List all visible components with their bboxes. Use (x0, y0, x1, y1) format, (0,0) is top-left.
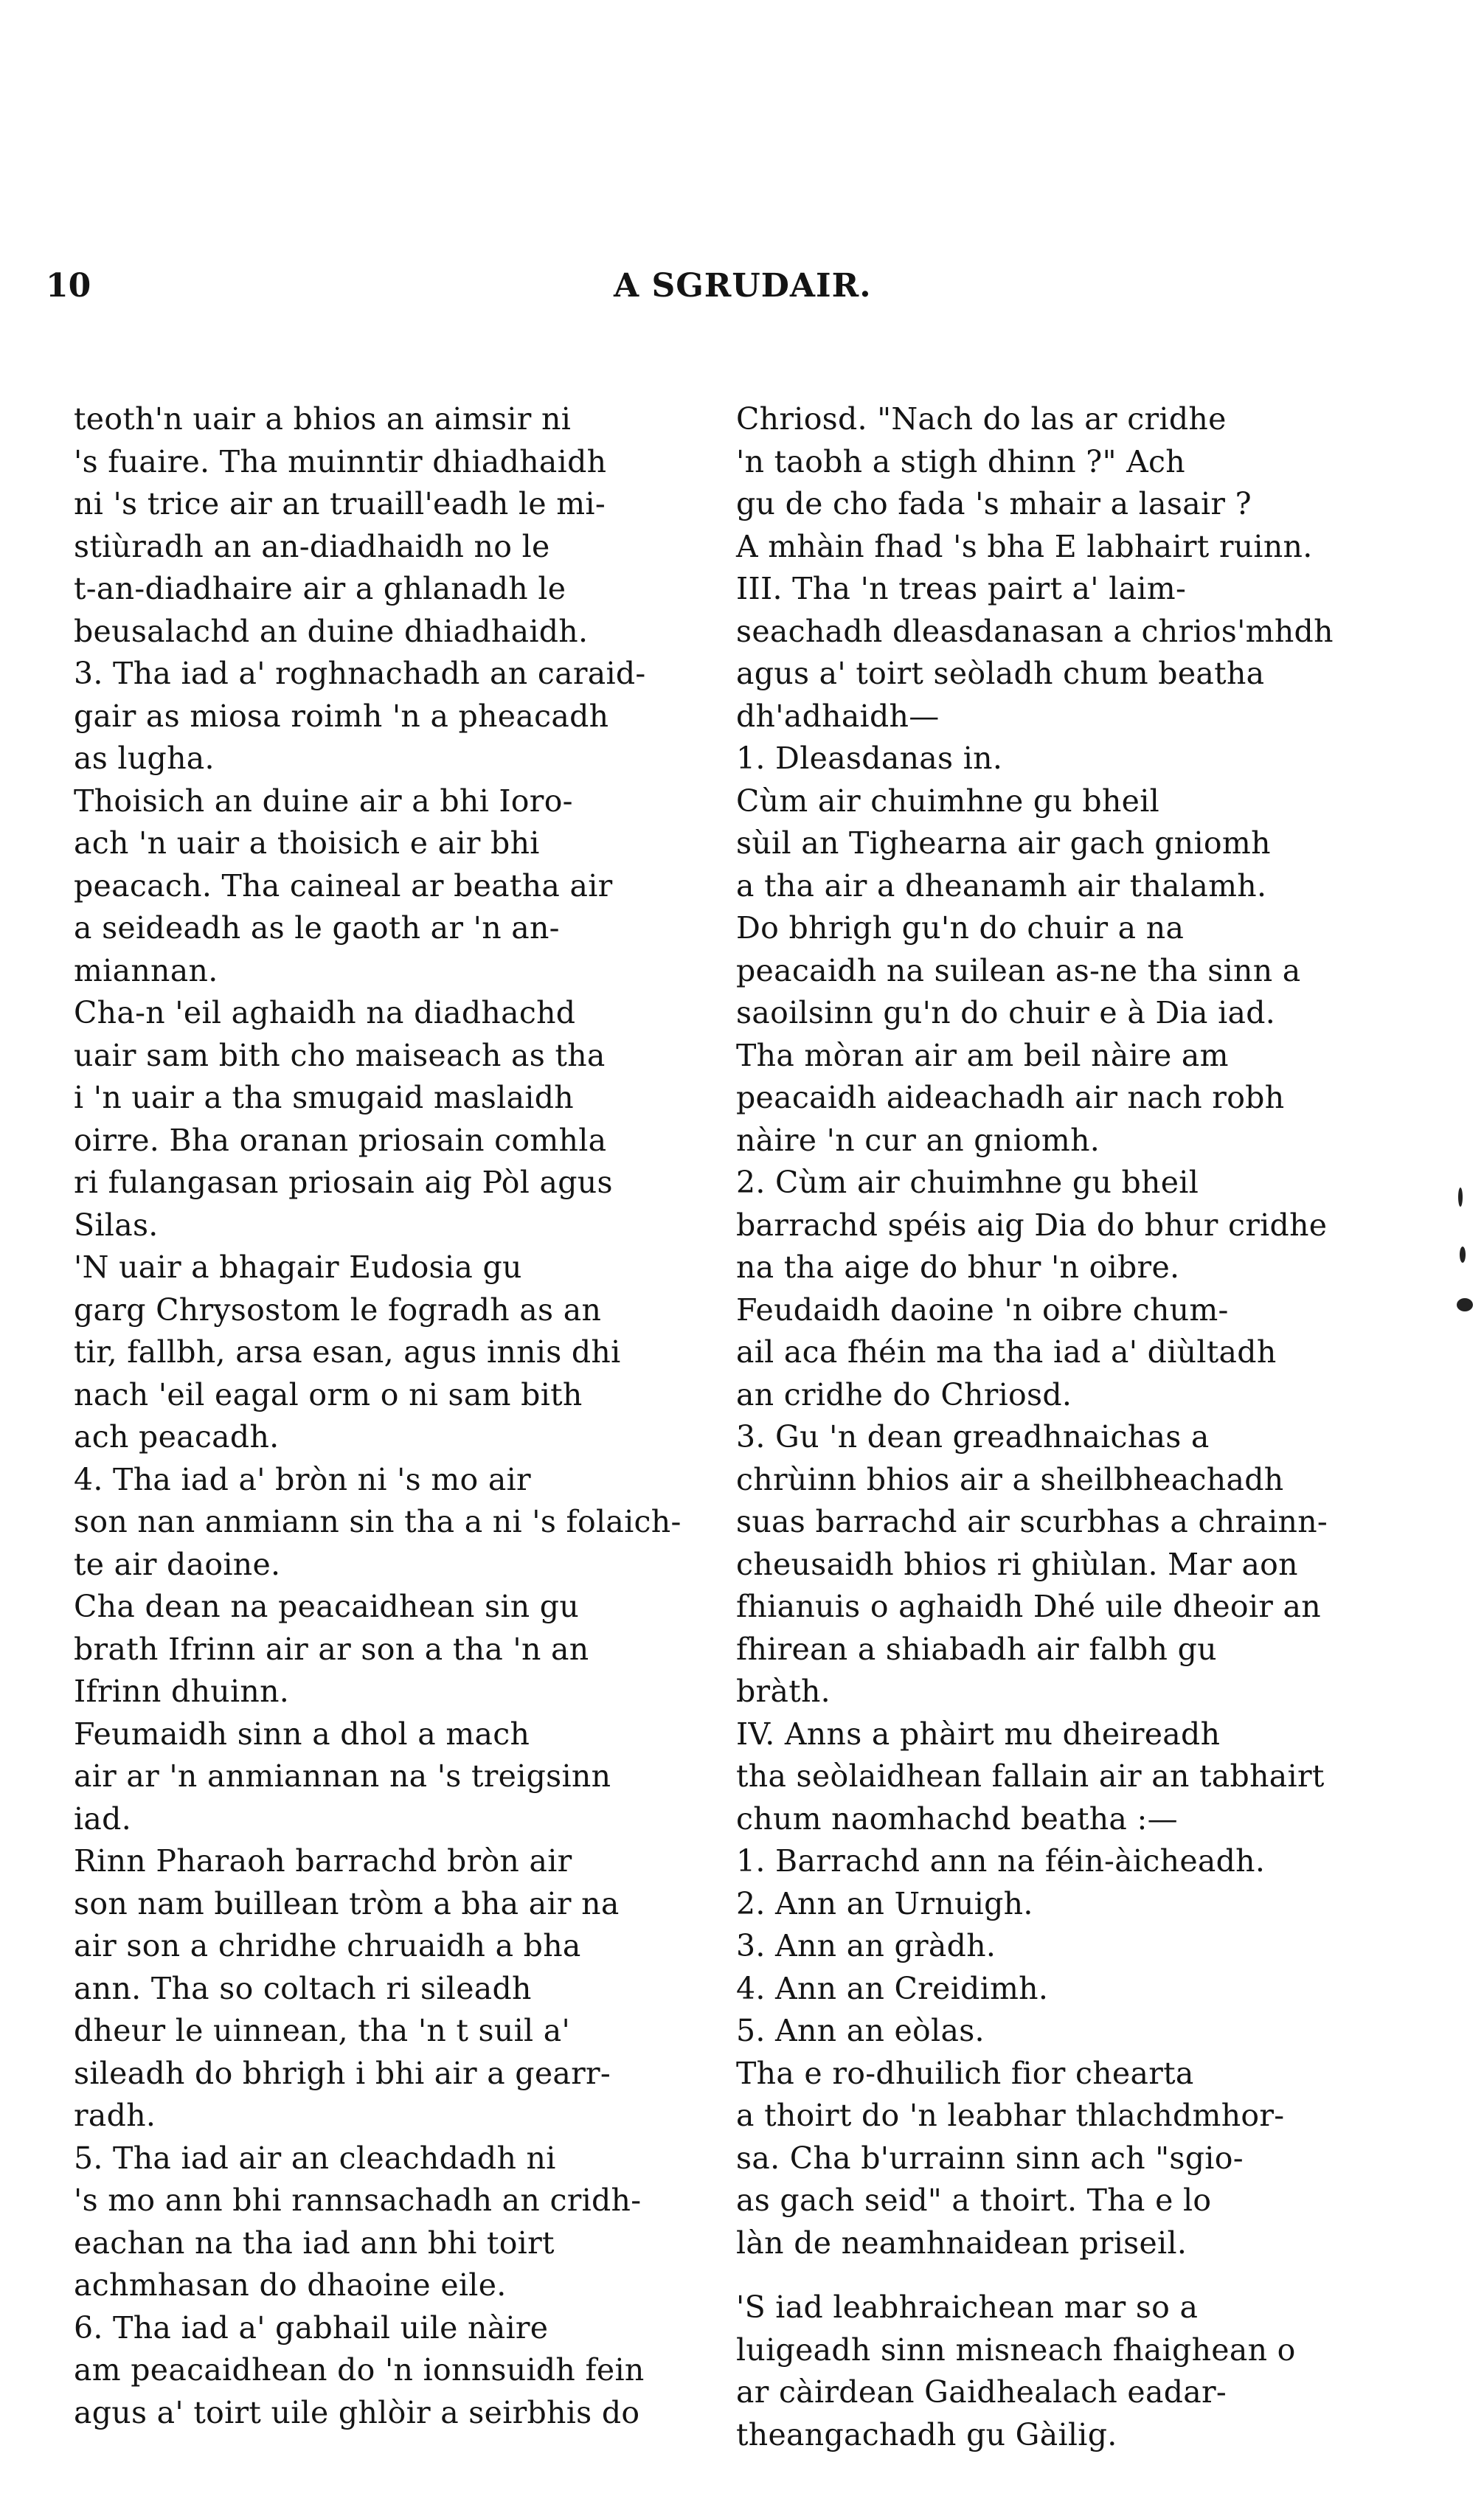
text-line: eachan na tha iad ann bhi toirt (74, 2225, 555, 2261)
text-line: 3. Gu 'n dean greadhnaichas a (736, 1419, 1210, 1455)
text-line: a thoirt do 'n leabhar thlachdmhor- (736, 2098, 1285, 2133)
text-line: peacaidh aideachadh air nach robh (736, 1080, 1285, 1115)
page-header (46, 267, 1440, 311)
text-line: Cha-n 'eil aghaidh na diadhachd (74, 995, 576, 1030)
text-line: sùil an Tighearna air gach gniomh (736, 825, 1271, 861)
text-line: barrachd spéis aig Dia do bhur cridhe (736, 1207, 1328, 1243)
text-line: peacaidh na suilean as-ne tha sinn a (736, 952, 1301, 988)
text-line: garg Chrysostom le fogradh as an (74, 1292, 602, 1328)
text-line: te air daoine. (74, 1546, 281, 1582)
text-line: suas barrachd air scurbhas a chrainn- (736, 1504, 1328, 1539)
text-line: sa. Cha b'urrainn sinn ach "sgio- (736, 2140, 1244, 2176)
text-line: teoth'n uair a bhios an aimsir ni (74, 401, 572, 437)
text-line: 'S iad leabhraichean mar so a (736, 2289, 1199, 2325)
text-line: saoilsinn gu'n do chuir e à Dia iad. (736, 995, 1276, 1030)
text-line: am peacaidhean do 'n ionnsuidh fein (74, 2352, 645, 2388)
text-line: radh. (74, 2098, 156, 2133)
text-line: theangachadh gu Gàilig. (736, 2416, 1117, 2452)
text-line: son nan anmiann sin tha a ni 's folaich- (74, 1504, 682, 1539)
text-line: Thoisich an duine air a bhi Ioro- (74, 783, 573, 819)
text-line: na tha aige do bhur 'n oibre. (736, 1249, 1180, 1285)
text-line: i 'n uair a tha smugaid maslaidh (74, 1080, 574, 1115)
text-line: 5. Ann an eòlas. (736, 2013, 985, 2048)
text-line: as lugha. (74, 741, 215, 776)
text-line: Silas. (74, 1207, 159, 1243)
text-line: bràth. (736, 1674, 831, 1709)
text-line: 'n taobh a stigh dhinn ?" Ach (736, 443, 1185, 479)
text-line: cheusaidh bhios ri ghiùlan. Mar aon (736, 1546, 1298, 1582)
text-line: agus a' toirt uile ghlòir a seirbhis do (74, 2394, 640, 2430)
text-line: 5. Tha iad air an cleachdadh ni (74, 2140, 556, 2176)
left-column (74, 398, 686, 2434)
text-line: III. Tha 'n treas pairt a' laim- (736, 571, 1187, 606)
margin-specks (1457, 1188, 1479, 1335)
text-line: 6. Tha iad a' gabhail uile nàire (74, 2309, 549, 2346)
text-line: 1. Dleasdanas in. (736, 741, 1003, 776)
text-line: Feumaidh sinn a dhol a mach (74, 1716, 530, 1752)
text-line: Tha mòran air am beil nàire am (736, 1037, 1229, 1073)
text-line: Cùm air chuimhne gu bheil (736, 783, 1160, 819)
text-line: air ar 'n anmiannan na 's treigsinn (74, 1758, 611, 1794)
text-line: Cha dean na peacaidhean sin gu (74, 1589, 580, 1624)
text-line: a tha air a dheanamh air thalamh. (736, 867, 1267, 904)
text-line: fhianuis o aghaidh Dhé uile dheoir an (736, 1589, 1321, 1624)
text-line: Feudaidh daoine 'n oibre chum- (736, 1292, 1229, 1328)
text-line: sileadh do bhrigh i bhi air a gearr- (74, 2055, 611, 2091)
text-line: Ifrinn dhuinn. (74, 1674, 290, 1709)
text-line: fhirean a shiabadh air falbh gu (736, 1631, 1217, 1667)
text-line: Rinn Pharaoh barrachd bròn air (74, 1843, 572, 1879)
text-line: 2. Ann an Urnuigh. (736, 1885, 1033, 1921)
text-line: 'N uair a bhagair Eudosia gu (74, 1249, 522, 1285)
text-line: Tha e ro-dhuilich fior chearta (736, 2055, 1194, 2091)
text-line: gair as miosa roimh 'n a pheacadh (74, 698, 609, 734)
text-line: IV. Anns a phàirt mu dheireadh (736, 1716, 1221, 1752)
text-line: miannan. (74, 952, 218, 988)
text-line: A mhàin fhad 's bha E labhairt ruinn. (736, 528, 1313, 564)
text-line: ach peacadh. (74, 1419, 280, 1455)
text-line: 4. Ann an Creidimh. (736, 1970, 1049, 2006)
text-line: 3. Ann an gràdh. (736, 1928, 996, 1963)
text-line (736, 2264, 1345, 2287)
text-line: beusalachd an duine dhiadhaidh. (74, 613, 589, 649)
text-line: gu de cho fada 's mhair a lasair ? (736, 486, 1252, 521)
text-line: ni 's trice air an truaill'eadh le mi- (74, 486, 606, 521)
text-line: seachadh dleasdanasan a chrios'mhdh (736, 613, 1334, 649)
text-line: oirre. Bha oranan priosain comhla (74, 1122, 607, 1158)
text-line: 's mo ann bhi rannsachadh an cridh- (74, 2183, 642, 2218)
text-line: ann. Tha so coltach ri sileadh (74, 1970, 532, 2006)
right-column (736, 398, 1345, 2456)
text-line: peacach. Tha caineal ar beatha air (74, 867, 613, 904)
text-line: dh'adhaidh— (736, 698, 940, 734)
text-line: son nam buillean tròm a bha air na (74, 1885, 620, 1921)
text-line: 4. Tha iad a' bròn ni 's mo air (74, 1461, 531, 1497)
text-line: uair sam bith cho maiseach as tha (74, 1037, 606, 1073)
text-line: ri fulangasan priosain aig Pòl agus (74, 1165, 613, 1200)
text-line: 2. Cùm air chuimhne gu bheil (736, 1165, 1199, 1200)
text-line: air son a chridhe chruaidh a bha (74, 1928, 581, 1963)
text-line: tha seòlaidhean fallain air an tabhairt (736, 1758, 1325, 1794)
text-line: chrùinn bhios air a sheilbheachadh (736, 1461, 1284, 1497)
text-line: 's fuaire. Tha muinntir dhiadhaidh (74, 443, 607, 479)
text-line: nàire 'n cur an gniomh. (736, 1122, 1100, 1158)
text-line: luigeadh sinn misneach fhaighean o (736, 2332, 1296, 2368)
text-line: as gach seid" a thoirt. Tha e lo (736, 2183, 1212, 2218)
text-line: an cridhe do Chriosd. (736, 1376, 1072, 1412)
text-line: ail aca fhéin ma tha iad a' diùltadh (736, 1334, 1277, 1370)
text-line: Do bhrigh gu'n do chuir a na (736, 910, 1185, 946)
text-line: stiùradh an an-diadhaidh no le (74, 528, 550, 564)
text-line: achmhasan do dhaoine eile. (74, 2267, 507, 2303)
text-line: nach 'eil eagal orm o ni sam bith (74, 1376, 583, 1412)
text-line: dheur le uinnean, tha 'n t suil a' (74, 2013, 571, 2048)
text-line: chum naomhachd beatha :— (736, 1800, 1178, 1837)
text-line: agus a' toirt seòladh chum beatha (736, 656, 1265, 691)
text-line: a seideadh as le gaoth ar 'n an- (74, 910, 560, 946)
text-line: ach 'n uair a thoisich e air bhi (74, 825, 540, 861)
text-line: iad. (74, 1800, 132, 1837)
text-line: 1. Barrachd ann na féin-àicheadh. (736, 1843, 1266, 1879)
running-title: A SGRUDAIR. (614, 267, 872, 305)
text-line: ar càirdean Gaidhealach eadar- (736, 2374, 1227, 2410)
text-line: Chriosd. "Nach do las ar cridhe (736, 401, 1227, 437)
text-line: làn de neamhnaidean priseil. (736, 2225, 1187, 2261)
page-number: 10 (46, 267, 91, 305)
text-line: t-an-diadhaire air a ghlanadh le (74, 571, 566, 606)
text-line: brath Ifrinn air ar son a tha 'n an (74, 1631, 589, 1667)
text-line: 3. Tha iad a' roghnachadh an caraid- (74, 656, 646, 691)
text-line: tir, fallbh, arsa esan, agus innis dhi (74, 1334, 621, 1370)
